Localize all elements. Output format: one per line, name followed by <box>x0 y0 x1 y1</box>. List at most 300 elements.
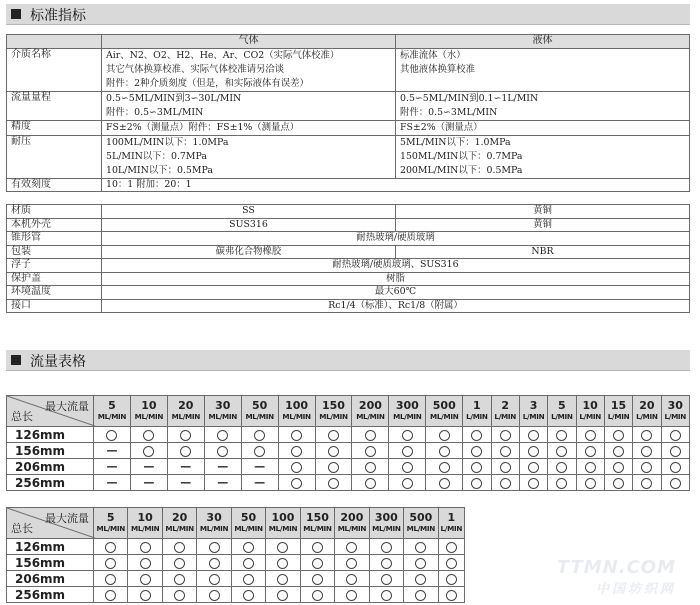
capacity-value: 50 <box>240 511 257 524</box>
flow-cell <box>167 427 204 443</box>
available-circle-icon <box>180 430 191 441</box>
available-circle-icon <box>243 590 254 601</box>
flow-cell <box>278 427 315 443</box>
capacity-unit: L/MIN <box>636 412 658 421</box>
flow-cell <box>231 587 265 603</box>
capacity-unit: ML/MIN <box>372 524 401 533</box>
flow-cell <box>162 539 196 555</box>
capacity-value: 20 <box>639 399 655 412</box>
available-circle-icon <box>471 446 482 457</box>
available-circle-icon <box>140 590 151 601</box>
flow-cell <box>204 475 241 491</box>
spec-gap-cell <box>7 192 690 205</box>
flow-cell <box>94 475 131 491</box>
watermark <box>557 557 676 597</box>
flow-cell <box>604 443 632 459</box>
flow-capacity-header <box>94 508 128 539</box>
available-circle-icon <box>346 590 357 601</box>
flow-cell <box>352 427 389 443</box>
unavailable-dash: — <box>143 460 155 473</box>
flow-cell <box>204 443 241 459</box>
spec-col-gas: 气体 <box>102 35 396 49</box>
flow-cell <box>633 475 661 491</box>
spec-cell-line: FS±2%（测量点）附件：FS±1%（测量点） <box>106 121 300 133</box>
flow-cell <box>94 443 131 459</box>
available-circle-icon <box>446 574 457 585</box>
material-gas-cell: SS <box>102 205 396 219</box>
capacity-value: 5 <box>108 399 116 412</box>
flow-cell <box>661 443 689 459</box>
spec-cell-line: 附件：0.5∽3ML/MIN <box>106 106 204 118</box>
flow-section-title: 流量表格 <box>30 354 86 370</box>
flow-capacity-header <box>241 396 278 427</box>
flow-capacity-header <box>315 396 352 427</box>
available-circle-icon <box>346 558 357 569</box>
flow-cell <box>130 427 167 443</box>
flow-cell <box>167 475 204 491</box>
flow-cell <box>315 475 352 491</box>
spec-span-cell: 10：1 附加：20：1 <box>102 178 690 192</box>
flow-row <box>7 443 690 459</box>
flow-capacity-header <box>197 508 231 539</box>
spec-cell-line: 附件：2种介质刻度（但是，和实际液体有误差） <box>106 77 309 89</box>
flow-cell <box>241 443 278 459</box>
flow-cell <box>128 539 162 555</box>
flow-cell <box>491 459 519 475</box>
available-circle-icon <box>365 462 376 473</box>
capacity-value: 10 <box>137 511 153 524</box>
material-span-cell: 最大60℃ <box>102 286 690 300</box>
spec-row <box>7 91 690 120</box>
spec-header-row <box>7 35 690 49</box>
flow-cell <box>389 427 426 443</box>
flow-cell <box>300 539 334 555</box>
flow-cell <box>519 475 547 491</box>
flow-capacity-header <box>352 396 389 427</box>
square-bullet-icon <box>11 9 21 19</box>
flow-cell <box>128 571 162 587</box>
available-circle-icon <box>556 446 567 457</box>
spec-cell-line: 其它气体换算校准、实际气体校准请另洽谈 <box>106 63 285 75</box>
flow-row-length: 256mm <box>7 587 94 603</box>
flow-capacity-header <box>576 396 604 427</box>
material-row-label: 材质 <box>7 205 102 219</box>
flow-cell <box>463 443 491 459</box>
flow-cell <box>389 475 426 491</box>
unavailable-dash: — <box>254 476 266 489</box>
spec-row <box>7 48 690 91</box>
flow-section-header <box>6 350 690 371</box>
capacity-unit: L/MIN <box>466 412 488 421</box>
available-circle-icon <box>402 462 413 473</box>
spec-header-blank <box>7 35 102 49</box>
capacity-unit: L/MIN <box>440 524 463 533</box>
available-circle-icon <box>500 430 511 441</box>
unavailable-dash: — <box>254 460 266 473</box>
capacity-unit: L/MIN <box>522 412 545 421</box>
spec-row <box>7 178 690 192</box>
spec-table <box>6 34 690 313</box>
material-span-cell: 耐热玻璃/硬质玻璃、SUS316 <box>102 259 690 273</box>
capacity-unit: ML/MIN <box>356 412 385 421</box>
flow-cell <box>204 427 241 443</box>
capacity-value: 10 <box>141 399 157 412</box>
flow-cell <box>369 587 403 603</box>
flow-cell <box>300 555 334 571</box>
standard-section-header <box>6 4 690 25</box>
available-circle-icon <box>243 542 254 553</box>
available-circle-icon <box>277 574 288 585</box>
capacity-unit: ML/MIN <box>319 412 348 421</box>
flow-cell <box>548 459 576 475</box>
flow-cell <box>162 571 196 587</box>
available-circle-icon <box>291 446 302 457</box>
flow-cell <box>426 475 463 491</box>
available-circle-icon <box>500 446 511 457</box>
flow-table-1 <box>6 395 690 491</box>
material-row-label: 浮子 <box>7 259 102 273</box>
available-circle-icon <box>174 590 185 601</box>
capacity-value: 500 <box>432 399 456 412</box>
flow-capacity-header <box>438 508 464 539</box>
available-circle-icon <box>277 590 288 601</box>
spec-cell <box>396 120 690 135</box>
flow-cell <box>438 587 464 603</box>
available-circle-icon <box>381 542 392 553</box>
flow-cell <box>266 587 300 603</box>
flow-row <box>7 587 465 603</box>
available-circle-icon <box>446 558 457 569</box>
capacity-unit: L/MIN <box>664 412 687 421</box>
available-circle-icon <box>613 446 624 457</box>
spec-cell <box>102 120 396 135</box>
flow-header-row <box>7 508 465 539</box>
spec-cell <box>396 135 690 178</box>
flow-cell <box>369 539 403 555</box>
flow-row <box>7 555 465 571</box>
available-circle-icon <box>140 542 151 553</box>
material-row-label: 接口 <box>7 299 102 313</box>
capacity-value: 20 <box>171 511 188 524</box>
available-circle-icon <box>670 446 681 457</box>
spec-cell-line: 200ML/MIN以下：0.5MPa <box>400 164 523 176</box>
spec-row-label: 介质名称 <box>7 48 102 91</box>
flow-cell <box>404 555 438 571</box>
flow-cell <box>335 555 369 571</box>
spec-row <box>7 135 690 178</box>
spec-row-label: 有效刻度 <box>7 178 102 192</box>
unavailable-dash: — <box>180 476 192 489</box>
flow-capacity-header <box>491 396 519 427</box>
material-span-cell: Rc1/4（标准）、Rc1/8（附属） <box>102 299 690 313</box>
flow-capacity-header <box>426 396 463 427</box>
available-circle-icon <box>209 574 220 585</box>
capacity-value: 200 <box>358 399 382 412</box>
capacity-value: 30 <box>215 399 231 412</box>
capacity-value: 1 <box>447 511 456 524</box>
capacity-unit: ML/MIN <box>208 412 237 421</box>
material-row-label: 包装 <box>7 245 102 259</box>
available-circle-icon <box>174 558 185 569</box>
flow-cell <box>491 475 519 491</box>
flow-row-length: 206mm <box>7 571 94 587</box>
available-circle-icon <box>312 542 323 553</box>
flow-row-length: 256mm <box>7 475 94 491</box>
flow-cell <box>130 475 167 491</box>
available-circle-icon <box>471 462 482 473</box>
available-circle-icon <box>291 430 302 441</box>
available-circle-icon <box>585 446 596 457</box>
flow-cell <box>491 443 519 459</box>
flow-capacity-header <box>130 396 167 427</box>
flow-cell <box>162 555 196 571</box>
available-circle-icon <box>277 558 288 569</box>
material-row-label: 锥形管 <box>7 232 102 246</box>
flow-capacity-header <box>162 508 196 539</box>
available-circle-icon <box>291 478 302 489</box>
material-span-cell: 树脂 <box>102 272 690 286</box>
available-circle-icon <box>446 590 457 601</box>
flow-cell <box>661 459 689 475</box>
flow-cell <box>204 459 241 475</box>
corner-length-label: 总长 <box>11 522 33 535</box>
flow-cell <box>404 571 438 587</box>
spec-cell <box>102 135 396 178</box>
capacity-unit: ML/MIN <box>96 524 125 533</box>
available-circle-icon <box>140 558 151 569</box>
available-circle-icon <box>613 478 624 489</box>
available-circle-icon <box>105 542 116 553</box>
spec-col-liquid: 液体 <box>396 35 690 49</box>
flow-row <box>7 475 690 491</box>
flow-cell <box>352 475 389 491</box>
flow-capacity-header <box>167 396 204 427</box>
capacity-value: 5 <box>558 399 566 412</box>
flow-cell <box>94 427 131 443</box>
flow-row <box>7 459 690 475</box>
available-circle-icon <box>415 590 426 601</box>
capacity-unit: ML/MIN <box>199 524 229 533</box>
spec-row-label: 精度 <box>7 120 102 135</box>
available-circle-icon <box>528 462 539 473</box>
flow-capacity-header <box>404 508 438 539</box>
material-row <box>7 205 690 219</box>
flow-row-length: 126mm <box>7 539 94 555</box>
spec-cell-line: FS±2%（测量点） <box>400 121 483 133</box>
flow-cell <box>130 443 167 459</box>
available-circle-icon <box>670 478 681 489</box>
flow-cell <box>94 555 128 571</box>
flow-cell <box>241 475 278 491</box>
flow-cell <box>335 539 369 555</box>
available-circle-icon <box>217 430 228 441</box>
capacity-value: 100 <box>285 399 309 412</box>
available-circle-icon <box>585 478 596 489</box>
available-circle-icon <box>105 590 116 601</box>
flow-cell <box>661 427 689 443</box>
capacity-value: 3 <box>529 399 538 412</box>
available-circle-icon <box>217 446 228 457</box>
available-circle-icon <box>180 446 191 457</box>
flow-cell <box>604 459 632 475</box>
available-circle-icon <box>105 574 116 585</box>
flow-capacity-header <box>389 396 426 427</box>
flow-cell <box>548 427 576 443</box>
flow-header-row <box>7 396 690 427</box>
flow-cell <box>94 459 131 475</box>
flow-corner-cell <box>7 396 94 427</box>
available-circle-icon <box>209 558 220 569</box>
flow-cell <box>94 571 128 587</box>
material-row-label: 保护盖 <box>7 272 102 286</box>
available-circle-icon <box>365 478 376 489</box>
capacity-value: 300 <box>374 511 398 524</box>
capacity-unit: L/MIN <box>494 412 516 421</box>
spec-cell-line: 附件：0.5∽3ML/MIN <box>400 106 498 118</box>
flow-cell <box>278 475 315 491</box>
flow-cell <box>404 539 438 555</box>
unavailable-dash: — <box>143 476 155 489</box>
capacity-value: 150 <box>305 511 329 524</box>
flow-cell <box>633 443 661 459</box>
flow-cell <box>463 427 491 443</box>
flow-cell <box>231 555 265 571</box>
capacity-value: 10 <box>582 399 598 412</box>
material-gas-cell: 碳弗化合物橡胶 <box>102 245 396 259</box>
capacity-unit: ML/MIN <box>282 412 311 421</box>
material-span-cell: 耐热玻璃/硬质玻璃 <box>102 232 690 246</box>
flow-cell <box>300 571 334 587</box>
flow-cell <box>491 427 519 443</box>
available-circle-icon <box>106 430 117 441</box>
flow-cell <box>162 587 196 603</box>
flow-cell <box>438 539 464 555</box>
flow-table-2 <box>6 507 465 603</box>
available-circle-icon <box>328 478 339 489</box>
available-circle-icon <box>254 430 265 441</box>
available-circle-icon <box>439 446 450 457</box>
available-circle-icon <box>291 462 302 473</box>
material-gas-cell: SUS316 <box>102 218 396 232</box>
available-circle-icon <box>528 446 539 457</box>
spec-cell <box>396 91 690 120</box>
material-liquid-cell: 黄铜 <box>396 218 690 232</box>
available-circle-icon <box>528 430 539 441</box>
flow-cell <box>576 459 604 475</box>
available-circle-icon <box>328 462 339 473</box>
available-circle-icon <box>209 542 220 553</box>
flow-cell <box>438 555 464 571</box>
material-row <box>7 218 690 232</box>
spec-cell <box>102 48 396 91</box>
spec-cell-line: 100ML/MIN以下：1.0MPa <box>106 136 229 148</box>
flow-corner-cell <box>7 508 94 539</box>
available-circle-icon <box>439 430 450 441</box>
spec-row <box>7 120 690 135</box>
material-liquid-cell: NBR <box>396 245 690 259</box>
available-circle-icon <box>415 574 426 585</box>
flow-cell <box>404 587 438 603</box>
standard-section-title: 标准指标 <box>30 8 86 24</box>
capacity-value: 100 <box>271 511 295 524</box>
flow-row-length: 206mm <box>7 459 94 475</box>
available-circle-icon <box>528 478 539 489</box>
flow-cell <box>167 443 204 459</box>
capacity-value: 2 <box>501 399 510 412</box>
flow-cell <box>352 443 389 459</box>
flow-row-length: 156mm <box>7 555 94 571</box>
flow-capacity-header <box>128 508 162 539</box>
available-circle-icon <box>346 574 357 585</box>
capacity-unit: ML/MIN <box>165 524 194 533</box>
unavailable-dash: — <box>217 476 229 489</box>
capacity-unit: ML/MIN <box>171 412 200 421</box>
capacity-value: 15 <box>610 399 627 412</box>
spec-gap-row <box>7 192 690 205</box>
flow-cell <box>315 427 352 443</box>
flow-row <box>7 571 465 587</box>
available-circle-icon <box>402 430 413 441</box>
flow-cell <box>241 459 278 475</box>
flow-row <box>7 539 465 555</box>
available-circle-icon <box>312 558 323 569</box>
available-circle-icon <box>381 590 392 601</box>
available-circle-icon <box>471 478 482 489</box>
available-circle-icon <box>613 462 624 473</box>
available-circle-icon <box>446 542 457 553</box>
capacity-value: 300 <box>395 399 419 412</box>
flow-cell <box>519 443 547 459</box>
flow-cell <box>548 475 576 491</box>
flow-cell <box>576 443 604 459</box>
capacity-unit: L/MIN <box>579 412 601 421</box>
flow-cell <box>369 571 403 587</box>
available-circle-icon <box>556 430 567 441</box>
available-circle-icon <box>209 590 220 601</box>
available-circle-icon <box>641 430 652 441</box>
available-circle-icon <box>174 542 185 553</box>
flow-cell <box>438 571 464 587</box>
available-circle-icon <box>585 462 596 473</box>
spec-row-label: 流量量程 <box>7 91 102 120</box>
flow-capacity-header <box>633 396 661 427</box>
flow-capacity-header <box>278 396 315 427</box>
available-circle-icon <box>174 574 185 585</box>
capacity-unit: L/MIN <box>551 412 573 421</box>
flow-cell <box>94 539 128 555</box>
available-circle-icon <box>670 462 681 473</box>
material-liquid-cell: 黄铜 <box>396 205 690 219</box>
flow-cell <box>266 555 300 571</box>
spec-cell-line: 150ML/MIN以下：0.7MPa <box>400 150 523 162</box>
capacity-unit: ML/MIN <box>430 412 459 421</box>
flow-capacity-header <box>369 508 403 539</box>
spec-cell-line: 其他液体换算校准 <box>400 63 476 75</box>
watermark-line1: TTMN.COM <box>556 557 676 578</box>
flow-cell <box>426 443 463 459</box>
available-circle-icon <box>641 478 652 489</box>
spec-cell-line: Air、N2、O2、H2、He、Ar、CO2（实际气体校准） <box>106 49 340 61</box>
watermark-line2: 中国坊织网 <box>595 582 676 597</box>
flow-capacity-header <box>94 396 131 427</box>
unavailable-dash: — <box>106 444 118 457</box>
flow-cell <box>197 555 231 571</box>
capacity-unit: ML/MIN <box>245 412 274 421</box>
available-circle-icon <box>105 558 116 569</box>
flow-cell <box>167 459 204 475</box>
capacity-value: 500 <box>409 511 433 524</box>
flow-cell <box>197 539 231 555</box>
